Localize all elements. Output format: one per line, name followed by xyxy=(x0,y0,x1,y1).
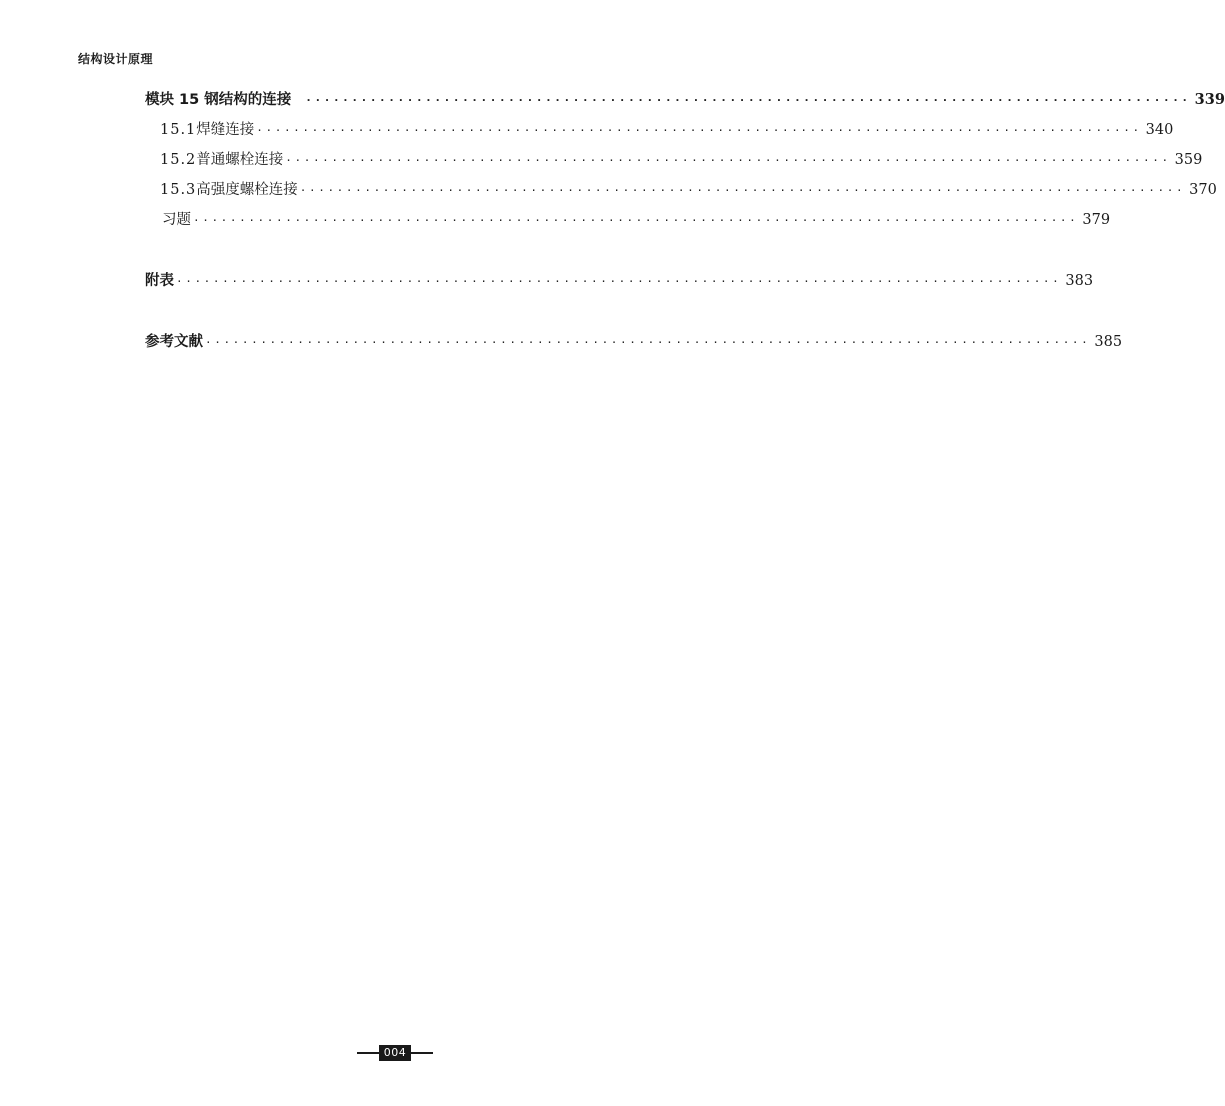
toc-entry-module-15[interactable] xyxy=(145,90,1225,110)
footer-rule-right xyxy=(411,1052,433,1053)
running-header-title: 结构设计原理 xyxy=(78,52,154,66)
toc-entry-page: 359 xyxy=(1174,152,1203,168)
toc-leader-dots: ································································································ xyxy=(299,184,1186,197)
toc-entry-page: 379 xyxy=(1082,212,1111,228)
toc-entry-title: 高强度螺栓连接 xyxy=(196,182,298,198)
toc-leader-dots: ································································································ xyxy=(176,275,1062,288)
toc-leader-dots: ································································································ xyxy=(305,94,1191,107)
toc-entry-section-15-3[interactable] xyxy=(160,180,1217,200)
toc-entry-section-15-2[interactable] xyxy=(160,150,1203,170)
toc-entry-page: 340 xyxy=(1145,122,1174,138)
toc-entry-page: 370 xyxy=(1189,182,1217,198)
toc-entry-page: 383 xyxy=(1065,273,1094,289)
toc-entry-title: 焊缝连接 xyxy=(196,122,255,138)
toc-entry-title: 模块 15 钢结构的连接 xyxy=(145,92,292,108)
toc-entry-page: 339 xyxy=(1194,91,1225,108)
toc-leader-dots: ································································································ xyxy=(205,336,1091,349)
toc-entry-references[interactable] xyxy=(145,332,1123,352)
page-footer xyxy=(0,1043,790,1063)
toc-leader-dots: ································································································ xyxy=(285,154,1171,167)
toc-entry-title: 普通螺栓连接 xyxy=(196,152,284,168)
toc-leader-dots: ································································································ xyxy=(193,214,1079,227)
toc-section-number: 15.1 xyxy=(160,122,197,138)
toc-leader-dots: ································································································ xyxy=(256,124,1142,137)
toc-entry-exercises[interactable] xyxy=(162,210,1111,230)
page-number: 004 xyxy=(379,1045,412,1061)
toc-entry-title: 参考文献 xyxy=(145,334,203,350)
footer-rule-left xyxy=(357,1052,379,1053)
toc-entry-appendix[interactable] xyxy=(145,271,1094,291)
toc-entry-title: 附表 xyxy=(145,273,174,289)
toc-section-number: 15.3 xyxy=(160,182,197,198)
toc-entry-page: 385 xyxy=(1094,334,1123,350)
toc-entry-title: 习题 xyxy=(162,212,191,228)
toc-entry-section-15-1[interactable] xyxy=(160,120,1174,140)
toc-section-number: 15.2 xyxy=(160,152,197,168)
